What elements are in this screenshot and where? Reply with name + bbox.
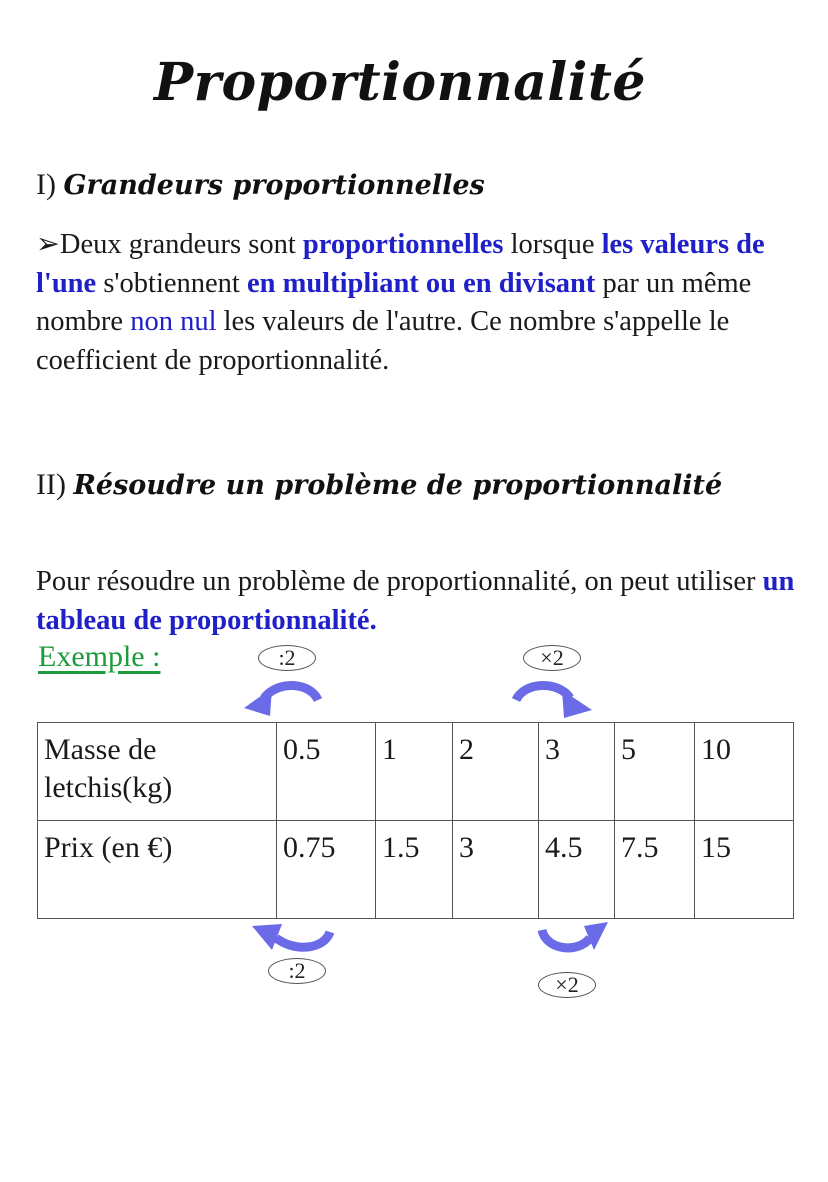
row-header: Masse de letchis(kg) <box>38 723 277 821</box>
row-header: Prix (en €) <box>38 821 277 919</box>
curved-arrow-right-bottom-icon <box>532 914 618 962</box>
text-segment: non nul <box>130 306 217 337</box>
op-bottom-right: ×2 <box>538 972 596 998</box>
text-segment: en multipliant ou en divisant <box>246 267 596 299</box>
op-top-left: :2 <box>258 645 316 671</box>
text-segment: par un même nombre <box>36 267 752 337</box>
table-row <box>38 723 794 821</box>
table-cell: 3 <box>453 821 539 919</box>
example-label: Exemple : <box>38 640 161 673</box>
section-2-paragraph <box>36 563 796 640</box>
text-segment: ➢Deux grandeurs sont <box>36 229 303 260</box>
text-segment: proportionnelles <box>302 229 504 260</box>
curved-arrow-left-top-icon <box>238 676 328 722</box>
table-cell: 1.5 <box>376 821 453 919</box>
section-1-number: I) <box>36 168 56 201</box>
op-bottom-left: :2 <box>268 958 326 984</box>
text-segment: Pour résoudre un problème de proportionnalité, on peut utiliser <box>36 566 763 597</box>
table-cell: 5 <box>615 723 695 821</box>
section-1-title: Grandeurs proportionnelles <box>63 170 485 201</box>
table-cell: 4.5 <box>539 821 615 919</box>
op-top-right: ×2 <box>523 645 581 671</box>
section-2-title: Résoudre un problème de proportionnalité <box>73 470 723 501</box>
text-segment: les valeurs de l'autre. Ce nombre s'appelle le coefficient de proportionnalité. <box>36 306 730 376</box>
table-cell: 2 <box>453 723 539 821</box>
table-row <box>38 821 794 919</box>
text-segment: lorsque <box>503 229 602 260</box>
section-1-paragraph <box>36 226 796 380</box>
section-1-heading <box>36 168 485 202</box>
text-segment: les valeurs de l'une <box>36 229 765 299</box>
page-title: Proportionnalité <box>154 52 646 113</box>
text-segment: s'obtiennent <box>96 267 247 299</box>
text-segment: un tableau de proportionnalité. <box>36 566 795 636</box>
table-cell: 15 <box>695 821 794 919</box>
curved-arrow-right-top-icon <box>508 676 600 726</box>
table-cell: 7.5 <box>615 821 695 919</box>
table-cell: 0.75 <box>277 821 376 919</box>
proportionality-table <box>37 722 794 919</box>
section-2-heading <box>36 468 722 502</box>
curved-arrow-left-bottom-icon <box>248 914 338 956</box>
table-cell: 3 <box>539 723 615 821</box>
table-cell: 1 <box>376 723 453 821</box>
section-2-number: II) <box>36 468 66 501</box>
table-cell: 0.5 <box>277 723 376 821</box>
table-cell: 10 <box>695 723 794 821</box>
